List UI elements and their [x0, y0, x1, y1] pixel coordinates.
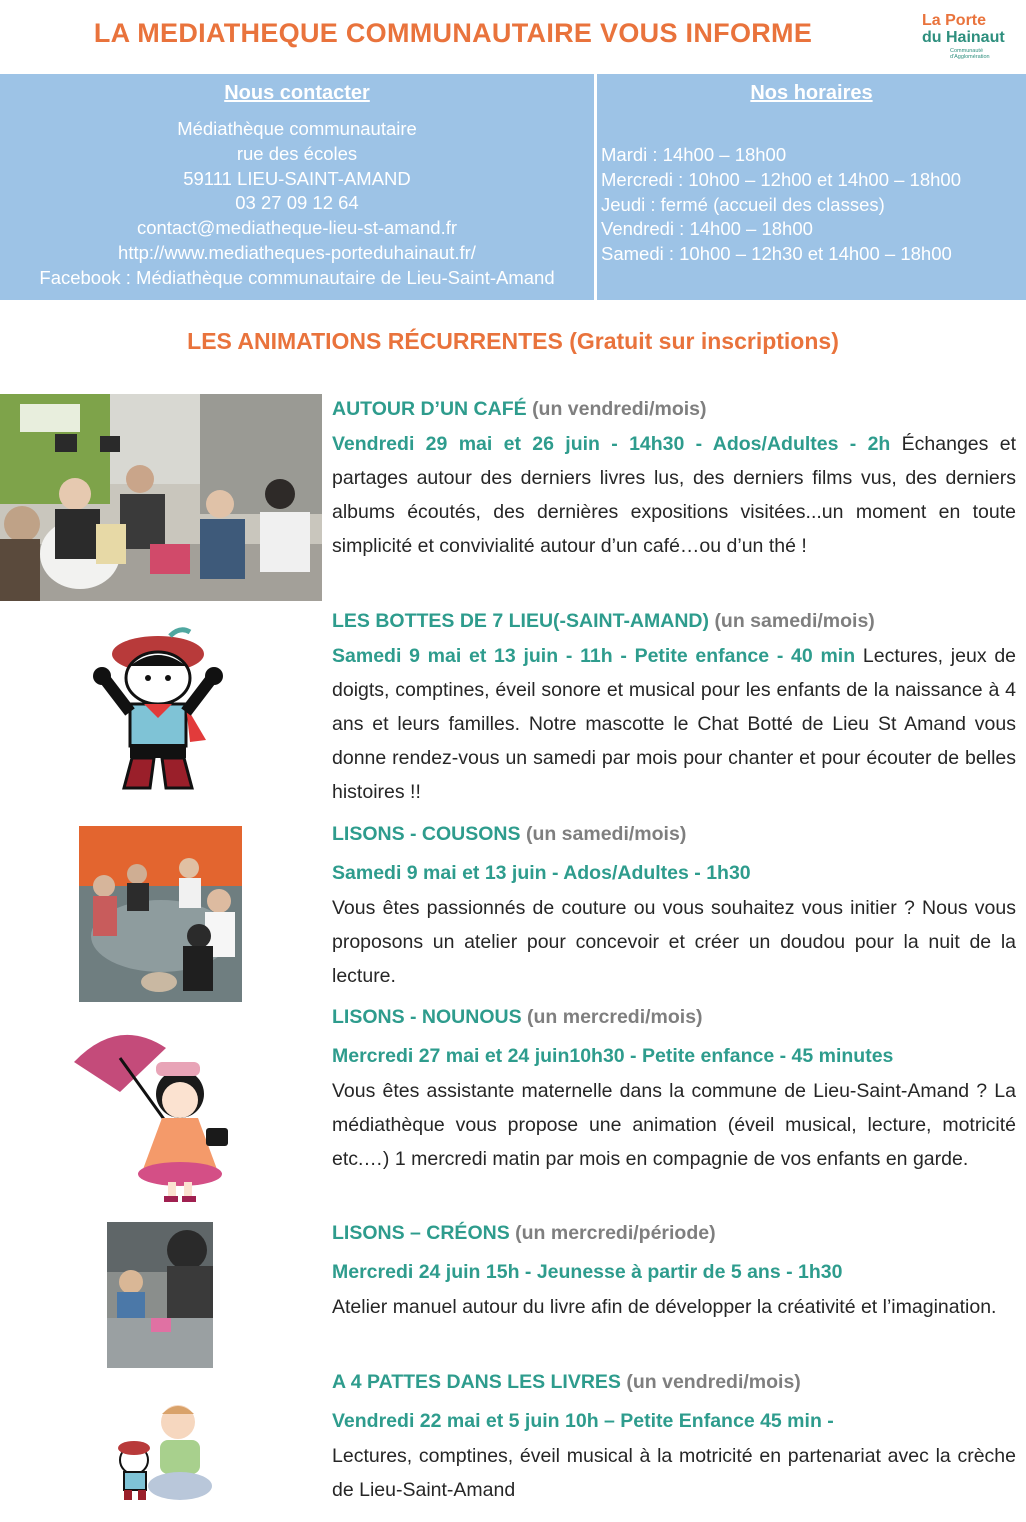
activity-title — [332, 1222, 1016, 1245]
hours-wednesday: Mercredi : 10h00 – 12h00 et 14h00 – 18h00 — [601, 168, 962, 190]
activity-creons — [332, 1222, 1016, 1324]
activity-nounous — [332, 1006, 1016, 1176]
hours-heading: Nos horaires — [750, 82, 873, 104]
hours-friday: Vendredi : 14h00 – 18h00 — [601, 218, 813, 240]
activity-name: LISONS – CRÉONS — [332, 1222, 510, 1244]
contact-street: rue des écoles — [236, 142, 358, 164]
contact-heading: Nous contacter — [224, 82, 370, 104]
cat-mascot-illustration — [90, 626, 224, 798]
contact-column — [0, 74, 594, 291]
activity-frequency: (un mercredi/période) — [515, 1222, 716, 1244]
activity-frequency: (un mercredi/mois) — [527, 1006, 703, 1028]
activity-text: Vous êtes assistante maternelle dans la commune de Lieu-Saint-Amand ? La médiathèque vous propose une animation (éveil musical, lecture, motricité etc.…) 1 mercredi matin par mois en compagnie de vos enfants en garde. — [332, 1080, 1016, 1170]
activity-date: Vendredi 22 mai et 5 juin 10h – Petite Enfance 45 min - — [332, 1410, 834, 1432]
hours-saturday: Samedi : 10h00 – 12h30 et 14h00 – 18h00 — [601, 243, 952, 265]
page-title: LA MEDIATHEQUE COMMUNAUTAIRE VOUS INFORME — [93, 18, 813, 48]
logo — [922, 12, 1022, 72]
activity-title — [332, 1371, 1016, 1394]
section-title-main: LES ANIMATIONS RÉCURRENTES — [187, 328, 563, 354]
activity-description — [332, 427, 1016, 563]
activity-cousons — [332, 823, 1016, 993]
activity-name: LES BOTTES DE 7 LIEU(-SAINT-AMAND) — [332, 610, 710, 632]
logo-line-2: du Hainaut — [922, 29, 1005, 46]
activity-title — [332, 610, 1016, 633]
activity-title — [332, 1006, 1016, 1029]
section-subtitle: (Gratuit sur inscriptions) — [569, 328, 839, 354]
activity-date: Vendredi 29 mai et 26 juin - 14h30 - Ados/Adultes - 2h — [332, 433, 891, 455]
activity-frequency: (un vendredi/mois) — [532, 398, 707, 420]
baby-illustration — [112, 1402, 216, 1504]
activity-frequency: (un samedi/mois) — [525, 823, 687, 845]
activity-pattes — [332, 1371, 1016, 1507]
contact-facebook: Facebook : Médiathèque communautaire de Lieu-Saint-Amand — [39, 266, 555, 288]
sewing-photo — [79, 826, 242, 1002]
activity-title — [332, 398, 1016, 421]
activity-name: AUTOUR D’UN CAFÉ — [332, 398, 527, 420]
activity-text: Échanges et partages autour des derniers livres lus, des derniers films vus, des derniers albums écoutés, des dernières expositions visitées...un moment en toute simplicité et convivialité autour d’un café…ou d’un thé ! — [332, 433, 1016, 557]
activity-date: Samedi 9 mai et 13 juin - 11h - Petite enfance - 40 min — [332, 645, 856, 667]
activity-title — [332, 823, 1016, 846]
section-title — [0, 328, 1026, 355]
activity-text: Lectures, jeux de doigts, comptines, éveil sonore et musical pour les enfants de la naissance à 4 ans et leurs familles. Notre mascotte le Chat Botté de Lieu St Amand vous donne rendez-vous un samedi par mois pour chanter et pour écouter de belles histoires !! — [332, 645, 1017, 803]
activity-description — [332, 639, 1016, 809]
contact-lines — [0, 117, 594, 291]
hours-column — [597, 74, 1026, 267]
hours-thursday: Jeudi : fermé (accueil des classes) — [601, 193, 885, 215]
activity-cafe — [332, 398, 1016, 563]
cafe-photo — [0, 394, 322, 601]
activity-frequency: (un samedi/mois) — [714, 610, 875, 632]
craft-photo — [107, 1222, 213, 1368]
activity-frequency: (un vendredi/mois) — [626, 1371, 801, 1393]
activity-text: Vous êtes passionnés de couture ou vous souhaitez vous initier ? Nous vous proposons un atelier pour concevoir et créer un doudou pour la nuit de la lecture. — [332, 897, 1016, 987]
contact-email-link[interactable]: contact@mediatheque-lieu-st-amand.fr — [136, 217, 458, 239]
activity-text: Lectures, comptines, éveil musical à la motricité en partenariat avec la crèche de Lieu-Saint-Amand — [332, 1445, 1016, 1501]
activity-bottes — [332, 610, 1016, 809]
contact-website-link[interactable]: http://www.mediatheques-porteduhainaut.fr/ — [118, 241, 476, 263]
hours-tuesday: Mardi : 14h00 – 18h00 — [601, 144, 787, 165]
activity-date: Mercredi 27 mai et 24 juin10h30 - Petite enfance - 45 minutes — [332, 1045, 894, 1067]
logo-line-1: La Porte — [922, 12, 987, 29]
activity-date: Mercredi 24 juin 15h - Jeunesse à partir de 5 ans - 1h30 — [332, 1261, 843, 1283]
contact-name: Médiathèque communautaire — [177, 118, 417, 139]
logo-line-3: Communauté d'Agglomération — [950, 48, 990, 60]
nanny-girl-illustration — [70, 1022, 242, 1204]
activity-name: LISONS - COUSONS — [332, 823, 521, 845]
activity-text: Atelier manuel autour du livre afin de développer la créativité et l’imagination. — [332, 1296, 997, 1318]
activity-name: LISONS - NOUNOUS — [332, 1006, 522, 1028]
activity-date: Samedi 9 mai et 13 juin - Ados/Adultes - 1h30 — [332, 862, 751, 884]
contact-city: 59111 LIEU-SAINT-AMAND — [183, 167, 411, 189]
activity-name: A 4 PATTES DANS LES LIVRES — [332, 1371, 621, 1393]
hours-lines — [597, 143, 1026, 267]
contact-phone: 03 27 09 12 64 — [235, 192, 359, 214]
